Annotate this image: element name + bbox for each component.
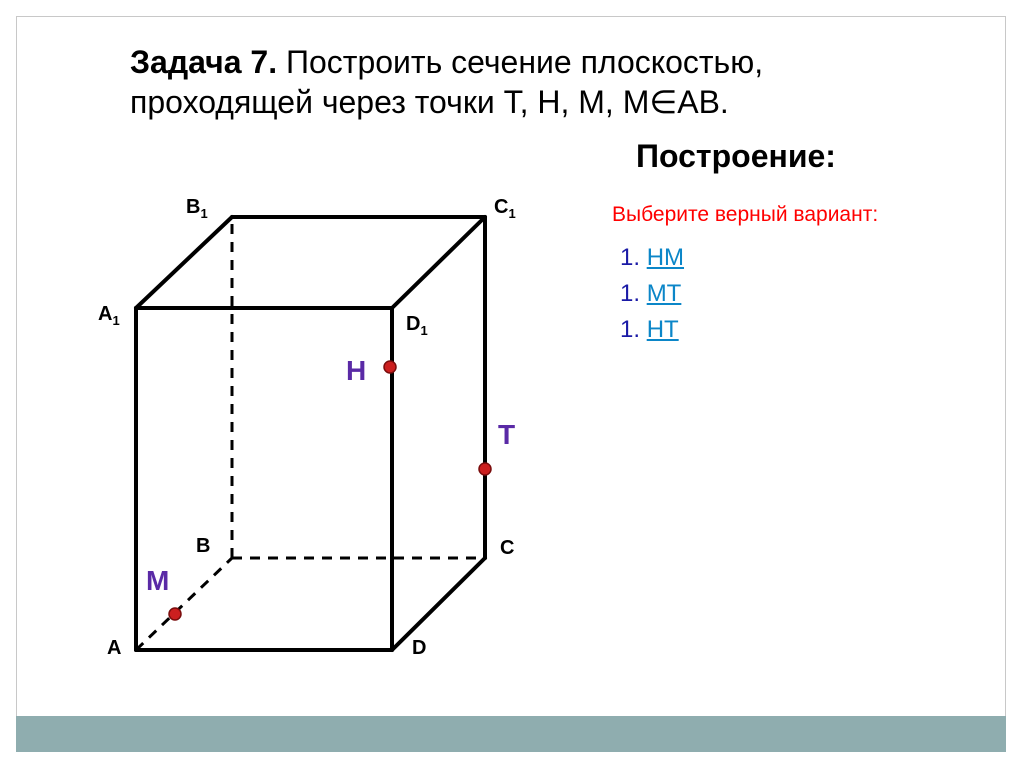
edge-d-c xyxy=(392,558,485,650)
task-title-line2: проходящей через точки Т, Н, М, М∈АВ. xyxy=(130,84,729,120)
vertex-label-a: A xyxy=(107,637,122,659)
point-t xyxy=(479,463,491,475)
vertex-label-b1: $B_1$ xyxy=(186,196,208,221)
point-m xyxy=(169,608,181,620)
option-link-ht[interactable]: НТ xyxy=(646,316,679,343)
choose-prompt: Выберите верный вариант: xyxy=(612,203,879,226)
option-link-mt[interactable]: МТ xyxy=(646,280,682,307)
edge-a1-b1 xyxy=(136,217,232,308)
edge-c1-d1 xyxy=(392,217,485,308)
vertex-label-a1: $A_1$ xyxy=(98,303,120,328)
option-number: 1. xyxy=(620,316,641,343)
vertex-label-b: B xyxy=(196,535,211,557)
point-label-t: Т xyxy=(498,419,516,450)
vertex-label-c: C xyxy=(500,537,515,559)
option-link-hm[interactable]: НМ xyxy=(646,244,685,271)
task-number: Задача 7. xyxy=(130,44,278,80)
option-number: 1. xyxy=(620,244,641,271)
construction-heading: Построение: xyxy=(636,138,836,174)
point-h xyxy=(384,361,396,373)
vertex-label-d1: $D_1$ xyxy=(406,313,428,338)
point-label-m: М xyxy=(146,565,170,596)
task-title-line1: Построить сечение плоскостью, xyxy=(277,44,764,80)
point-label-h: Н xyxy=(346,355,367,386)
vertex-label-d: D xyxy=(412,637,427,659)
option-number: 1. xyxy=(620,280,641,307)
vertex-label-c1: $C_1$ xyxy=(494,196,516,221)
